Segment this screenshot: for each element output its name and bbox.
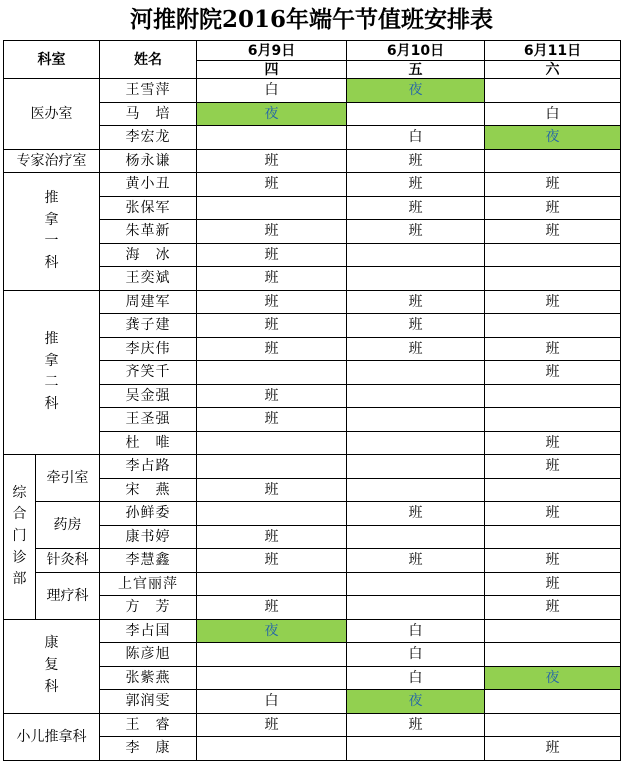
dept-header: 科室 xyxy=(4,41,100,79)
shift-cell-day1: 夜 xyxy=(197,102,347,126)
shift-cell-day2 xyxy=(347,243,485,267)
staff-name-cell: 周建军 xyxy=(100,290,197,314)
table-row xyxy=(4,290,621,314)
table-row xyxy=(4,549,621,573)
staff-name-cell: 李 康 xyxy=(100,737,197,761)
shift-cell-day1: 班 xyxy=(197,384,347,408)
sub-dept-cell: 理疗科 xyxy=(36,572,100,619)
shift-cell-day2 xyxy=(347,361,485,385)
staff-name-cell: 李慧鑫 xyxy=(100,549,197,573)
shift-cell-day1: 班 xyxy=(197,525,347,549)
dept-cell: 专家治疗室 xyxy=(4,149,100,173)
shift-cell-day1 xyxy=(197,572,347,596)
shift-cell-day2: 班 xyxy=(347,149,485,173)
sub-dept-cell: 针灸科 xyxy=(36,549,100,573)
dept-cell: 推 拿 二 科 xyxy=(4,290,100,455)
shift-cell-day3 xyxy=(485,525,621,549)
shift-cell-day1: 夜 xyxy=(197,619,347,643)
table-row xyxy=(4,79,621,103)
shift-cell-day3 xyxy=(485,619,621,643)
staff-name-cell: 黄小丑 xyxy=(100,173,197,197)
shift-cell-day3: 班 xyxy=(485,572,621,596)
shift-cell-day3: 班 xyxy=(485,173,621,197)
shift-cell-day2 xyxy=(347,431,485,455)
header-row-dates xyxy=(4,41,621,61)
shift-cell-day2: 班 xyxy=(347,196,485,220)
staff-name-cell: 王奕斌 xyxy=(100,267,197,291)
date-header-1: 6月9日 xyxy=(197,41,347,61)
shift-cell-day1: 班 xyxy=(197,314,347,338)
shift-cell-day1 xyxy=(197,126,347,150)
staff-name-cell: 陈彦旭 xyxy=(100,643,197,667)
shift-cell-day3 xyxy=(485,478,621,502)
shift-cell-day3: 班 xyxy=(485,549,621,573)
shift-cell-day3: 班 xyxy=(485,455,621,479)
weekday-header-2: 五 xyxy=(347,61,485,79)
staff-name-cell: 张保军 xyxy=(100,196,197,220)
shift-cell-day1: 班 xyxy=(197,267,347,291)
shift-cell-day2: 夜 xyxy=(347,79,485,103)
shift-cell-day2: 白 xyxy=(347,666,485,690)
dept-cell: 医办室 xyxy=(4,79,100,150)
dept-cell: 综 合 门 诊 部 xyxy=(4,455,36,620)
staff-name-cell: 龚子建 xyxy=(100,314,197,338)
shift-cell-day3: 班 xyxy=(485,502,621,526)
table-row xyxy=(4,149,621,173)
shift-cell-day1: 班 xyxy=(197,220,347,244)
shift-cell-day1: 班 xyxy=(197,596,347,620)
staff-name-cell: 王 睿 xyxy=(100,713,197,737)
shift-cell-day2: 班 xyxy=(347,713,485,737)
shift-cell-day3: 班 xyxy=(485,196,621,220)
shift-cell-day2: 班 xyxy=(347,502,485,526)
staff-name-cell: 杨永谦 xyxy=(100,149,197,173)
shift-cell-day1: 班 xyxy=(197,243,347,267)
shift-cell-day1: 班 xyxy=(197,713,347,737)
staff-name-cell: 王圣强 xyxy=(100,408,197,432)
shift-cell-day3: 班 xyxy=(485,220,621,244)
shift-cell-day2: 班 xyxy=(347,173,485,197)
dept-cell: 推 拿 一 科 xyxy=(4,173,100,291)
staff-name-cell: 吴金强 xyxy=(100,384,197,408)
staff-name-cell: 杜 唯 xyxy=(100,431,197,455)
shift-cell-day2: 班 xyxy=(347,290,485,314)
sub-dept-cell: 牵引室 xyxy=(36,455,100,502)
date-header-3: 6月11日 xyxy=(485,41,621,61)
shift-cell-day1: 白 xyxy=(197,690,347,714)
shift-cell-day1: 班 xyxy=(197,408,347,432)
shift-cell-day3 xyxy=(485,79,621,103)
shift-cell-day3 xyxy=(485,384,621,408)
shift-cell-day3: 班 xyxy=(485,337,621,361)
shift-cell-day1: 班 xyxy=(197,290,347,314)
shift-cell-day2: 白 xyxy=(347,126,485,150)
shift-cell-day3: 班 xyxy=(485,361,621,385)
shift-cell-day2 xyxy=(347,455,485,479)
table-row xyxy=(4,713,621,737)
shift-cell-day1: 班 xyxy=(197,478,347,502)
shift-cell-day2 xyxy=(347,102,485,126)
shift-cell-day2 xyxy=(347,267,485,291)
shift-cell-day3 xyxy=(485,243,621,267)
page-title: 河推附院2016年端午节值班安排表 xyxy=(129,6,493,33)
shift-cell-day2: 班 xyxy=(347,314,485,338)
shift-cell-day3: 班 xyxy=(485,596,621,620)
shift-cell-day2: 班 xyxy=(347,220,485,244)
shift-cell-day2 xyxy=(347,737,485,761)
shift-cell-day3 xyxy=(485,690,621,714)
shift-cell-day2: 班 xyxy=(347,549,485,573)
dept-cell: 小儿推拿科 xyxy=(4,713,100,760)
shift-cell-day1 xyxy=(197,643,347,667)
shift-cell-day2 xyxy=(347,478,485,502)
shift-cell-day3: 夜 xyxy=(485,666,621,690)
duty-schedule-table xyxy=(3,40,621,761)
dept-cell: 康 复 科 xyxy=(4,619,100,713)
shift-cell-day2: 白 xyxy=(347,619,485,643)
shift-cell-day2 xyxy=(347,384,485,408)
staff-name-cell: 李占路 xyxy=(100,455,197,479)
staff-name-cell: 李庆伟 xyxy=(100,337,197,361)
staff-name-cell: 孙鲜委 xyxy=(100,502,197,526)
staff-name-cell: 方 芳 xyxy=(100,596,197,620)
shift-cell-day1 xyxy=(197,502,347,526)
shift-cell-day2 xyxy=(347,596,485,620)
shift-cell-day2 xyxy=(347,525,485,549)
shift-cell-day3: 班 xyxy=(485,290,621,314)
shift-cell-day3 xyxy=(485,314,621,338)
shift-cell-day2: 白 xyxy=(347,643,485,667)
shift-cell-day1 xyxy=(197,666,347,690)
shift-cell-day3 xyxy=(485,408,621,432)
shift-cell-day1 xyxy=(197,737,347,761)
shift-cell-day1 xyxy=(197,455,347,479)
shift-cell-day3 xyxy=(485,713,621,737)
shift-cell-day3: 白 xyxy=(485,102,621,126)
shift-cell-day1: 班 xyxy=(197,173,347,197)
shift-cell-day1: 班 xyxy=(197,149,347,173)
staff-name-cell: 上官丽萍 xyxy=(100,572,197,596)
shift-cell-day1 xyxy=(197,196,347,220)
shift-cell-day1: 班 xyxy=(197,549,347,573)
sub-dept-cell: 药房 xyxy=(36,502,100,549)
table-row xyxy=(4,619,621,643)
staff-name-cell: 李占国 xyxy=(100,619,197,643)
shift-cell-day3 xyxy=(485,149,621,173)
weekday-header-3: 六 xyxy=(485,61,621,79)
staff-name-cell: 宋 燕 xyxy=(100,478,197,502)
shift-cell-day2: 夜 xyxy=(347,690,485,714)
staff-name-cell: 李宏龙 xyxy=(100,126,197,150)
staff-name-cell: 王雪萍 xyxy=(100,79,197,103)
shift-cell-day3 xyxy=(485,267,621,291)
staff-name-cell: 郭润雯 xyxy=(100,690,197,714)
shift-cell-day3 xyxy=(485,643,621,667)
shift-cell-day2 xyxy=(347,408,485,432)
table-row xyxy=(4,455,621,479)
shift-cell-day3: 夜 xyxy=(485,126,621,150)
staff-name-cell: 张紫燕 xyxy=(100,666,197,690)
staff-name-cell: 齐笑千 xyxy=(100,361,197,385)
shift-cell-day2 xyxy=(347,572,485,596)
table-row xyxy=(4,502,621,526)
shift-cell-day1: 班 xyxy=(197,337,347,361)
shift-cell-day2: 班 xyxy=(347,337,485,361)
shift-cell-day1 xyxy=(197,361,347,385)
shift-cell-day1 xyxy=(197,431,347,455)
date-header-2: 6月10日 xyxy=(347,41,485,61)
table-row xyxy=(4,572,621,596)
staff-name-cell: 马 培 xyxy=(100,102,197,126)
name-header: 姓名 xyxy=(100,41,197,79)
weekday-header-1: 四 xyxy=(197,61,347,79)
shift-cell-day3: 班 xyxy=(485,737,621,761)
staff-name-cell: 朱革新 xyxy=(100,220,197,244)
shift-cell-day1: 白 xyxy=(197,79,347,103)
shift-cell-day3: 班 xyxy=(485,431,621,455)
staff-name-cell: 海 冰 xyxy=(100,243,197,267)
table-row xyxy=(4,173,621,197)
staff-name-cell: 康书婷 xyxy=(100,525,197,549)
